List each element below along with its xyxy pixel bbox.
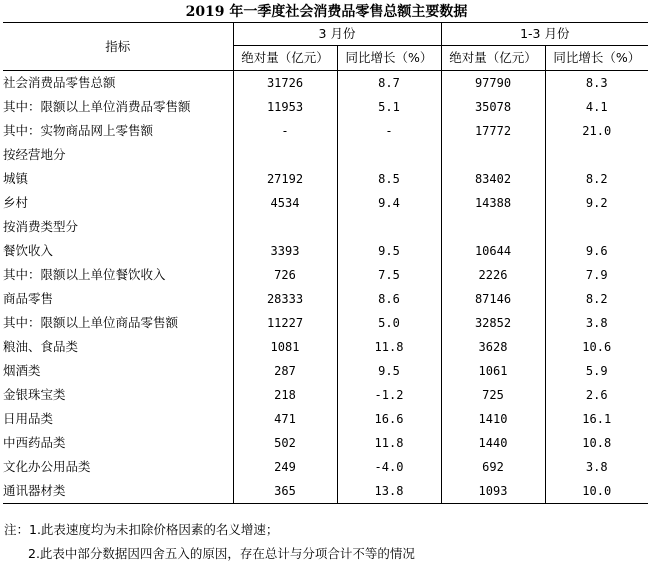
march-growth-cell: 7.5 xyxy=(337,263,441,287)
march-abs-cell: 287 xyxy=(233,359,337,383)
table-notes xyxy=(4,518,415,566)
q1-abs-cell: 692 xyxy=(441,455,545,479)
q1-abs-cell xyxy=(441,143,545,167)
row-label: 通讯器材类 xyxy=(3,479,233,504)
row-label: 粮油、食品类 xyxy=(3,339,79,354)
q1-abs-cell: 725 xyxy=(441,383,545,407)
march-growth-cell: 9.5 xyxy=(337,239,441,263)
row-label: 其中：限额以上单位餐饮收入 xyxy=(3,267,166,282)
note-line: 2.此表中部分数据因四舍五入的原因，存在总计与分项合计不等的情况 xyxy=(28,546,415,561)
q1-abs-cell: 1440 xyxy=(441,431,545,455)
q1-growth-cell: 9.6 xyxy=(545,239,648,263)
march-growth-cell: 9.4 xyxy=(337,191,441,215)
header-q1-growth: 同比增长（%） xyxy=(545,46,648,71)
row-label: 城镇 xyxy=(3,171,29,186)
march-abs-cell: 726 xyxy=(233,263,337,287)
retail-sales-table xyxy=(3,22,648,504)
table-row xyxy=(3,407,648,431)
q1-growth-cell xyxy=(545,143,648,167)
march-growth-cell: 5.0 xyxy=(337,311,441,335)
header-march-growth: 同比增长（%） xyxy=(337,46,441,71)
section-label: 按经营地分 xyxy=(3,147,66,162)
q1-abs-cell: 83402 xyxy=(441,167,545,191)
table-row xyxy=(3,71,648,96)
march-growth-cell xyxy=(337,215,441,239)
march-abs-cell: 11227 xyxy=(233,311,337,335)
row-label: 餐饮收入 xyxy=(3,243,54,258)
note-line: 注：1.此表速度均为未扣除价格因素的名义增速； xyxy=(4,522,279,537)
march-abs-cell: 502 xyxy=(233,431,337,455)
march-growth-cell: 8.7 xyxy=(337,71,441,96)
q1-growth-cell: 21.0 xyxy=(545,119,648,143)
table-row xyxy=(3,167,648,191)
q1-abs-cell: 2226 xyxy=(441,263,545,287)
q1-abs-cell: 35078 xyxy=(441,95,545,119)
row-label: 中西药品类 xyxy=(3,435,66,450)
header-period-q1: 1-3 月份 xyxy=(441,23,648,46)
q1-abs-cell: 87146 xyxy=(441,287,545,311)
q1-growth-cell: 16.1 xyxy=(545,407,648,431)
march-growth-cell: 11.8 xyxy=(337,335,441,359)
q1-growth-cell: 3.8 xyxy=(545,455,648,479)
table-row xyxy=(3,143,648,167)
march-growth-cell: - xyxy=(337,119,441,143)
march-growth-cell: 9.5 xyxy=(337,359,441,383)
q1-growth-cell: 8.3 xyxy=(545,71,648,96)
march-abs-cell: 471 xyxy=(233,407,337,431)
q1-abs-cell: 17772 xyxy=(441,119,545,143)
table-row xyxy=(3,191,648,215)
q1-growth-cell: 10.6 xyxy=(545,335,648,359)
table-row xyxy=(3,311,648,335)
march-growth-cell: 8.5 xyxy=(337,167,441,191)
q1-abs-cell xyxy=(441,215,545,239)
march-growth-cell: 13.8 xyxy=(337,479,441,504)
table-row xyxy=(3,431,648,455)
table-row xyxy=(3,335,648,359)
march-abs-cell: 11953 xyxy=(233,95,337,119)
table-row xyxy=(3,215,648,239)
table-row xyxy=(3,263,648,287)
q1-abs-cell: 32852 xyxy=(441,311,545,335)
row-label: 金银珠宝类 xyxy=(3,387,66,402)
q1-abs-cell: 14388 xyxy=(441,191,545,215)
march-growth-cell: -4.0 xyxy=(337,455,441,479)
row-label: 文化办公用品类 xyxy=(3,459,91,474)
march-growth-cell: 8.6 xyxy=(337,287,441,311)
q1-growth-cell: 9.2 xyxy=(545,191,648,215)
table-row xyxy=(3,359,648,383)
q1-growth-cell: 7.9 xyxy=(545,263,648,287)
header-period-march: 3 月份 xyxy=(233,23,441,46)
march-growth-cell: 11.8 xyxy=(337,431,441,455)
march-growth-cell: 16.6 xyxy=(337,407,441,431)
table-title: 2019 年一季度社会消费品零售总额主要数据 xyxy=(185,4,468,20)
row-label: 其中：限额以上单位消费品零售额 xyxy=(3,99,191,114)
header-indicator: 指标 xyxy=(3,23,233,71)
q1-abs-cell: 1061 xyxy=(441,359,545,383)
march-growth-cell: -1.2 xyxy=(337,383,441,407)
table-row xyxy=(3,455,648,479)
march-abs-cell xyxy=(233,143,337,167)
header-march-abs: 绝对量（亿元） xyxy=(233,46,337,71)
march-growth-cell xyxy=(337,143,441,167)
row-label: 其中：限额以上单位商品零售额 xyxy=(3,315,179,330)
march-abs-cell xyxy=(233,215,337,239)
q1-abs-cell: 97790 xyxy=(441,71,545,96)
march-abs-cell: - xyxy=(233,119,337,143)
march-abs-cell: 4534 xyxy=(233,191,337,215)
march-abs-cell: 1081 xyxy=(233,335,337,359)
q1-growth-cell: 2.6 xyxy=(545,383,648,407)
march-abs-cell: 28333 xyxy=(233,287,337,311)
march-abs-cell: 27192 xyxy=(233,167,337,191)
march-abs-cell: 365 xyxy=(233,479,337,504)
q1-growth-cell: 8.2 xyxy=(545,287,648,311)
header-q1-abs: 绝对量（亿元） xyxy=(441,46,545,71)
q1-abs-cell: 1410 xyxy=(441,407,545,431)
q1-growth-cell: 5.9 xyxy=(545,359,648,383)
table-row xyxy=(3,383,648,407)
row-label: 商品零售 xyxy=(3,291,54,306)
q1-growth-cell: 10.8 xyxy=(545,431,648,455)
table-row xyxy=(3,239,648,263)
q1-growth-cell: 3.8 xyxy=(545,311,648,335)
march-abs-cell: 31726 xyxy=(233,71,337,96)
table-row xyxy=(3,119,648,143)
q1-abs-cell: 3628 xyxy=(441,335,545,359)
q1-abs-cell: 1093 xyxy=(441,479,545,504)
q1-growth-cell: 4.1 xyxy=(545,95,648,119)
q1-growth-cell: 8.2 xyxy=(545,167,648,191)
q1-growth-cell xyxy=(545,215,648,239)
row-label: 日用品类 xyxy=(3,411,54,426)
table-row xyxy=(3,287,648,311)
row-label: 烟酒类 xyxy=(3,363,41,378)
table-row xyxy=(3,95,648,119)
q1-growth-cell: 10.0 xyxy=(545,479,648,504)
section-label: 按消费类型分 xyxy=(3,219,79,234)
q1-abs-cell: 10644 xyxy=(441,239,545,263)
march-abs-cell: 218 xyxy=(233,383,337,407)
row-label: 乡村 xyxy=(3,195,29,210)
row-label: 其中：实物商品网上零售额 xyxy=(3,123,154,138)
row-label: 社会消费品零售总额 xyxy=(3,75,116,90)
march-abs-cell: 249 xyxy=(233,455,337,479)
march-abs-cell: 3393 xyxy=(233,239,337,263)
march-growth-cell: 5.1 xyxy=(337,95,441,119)
table-row xyxy=(3,479,648,504)
